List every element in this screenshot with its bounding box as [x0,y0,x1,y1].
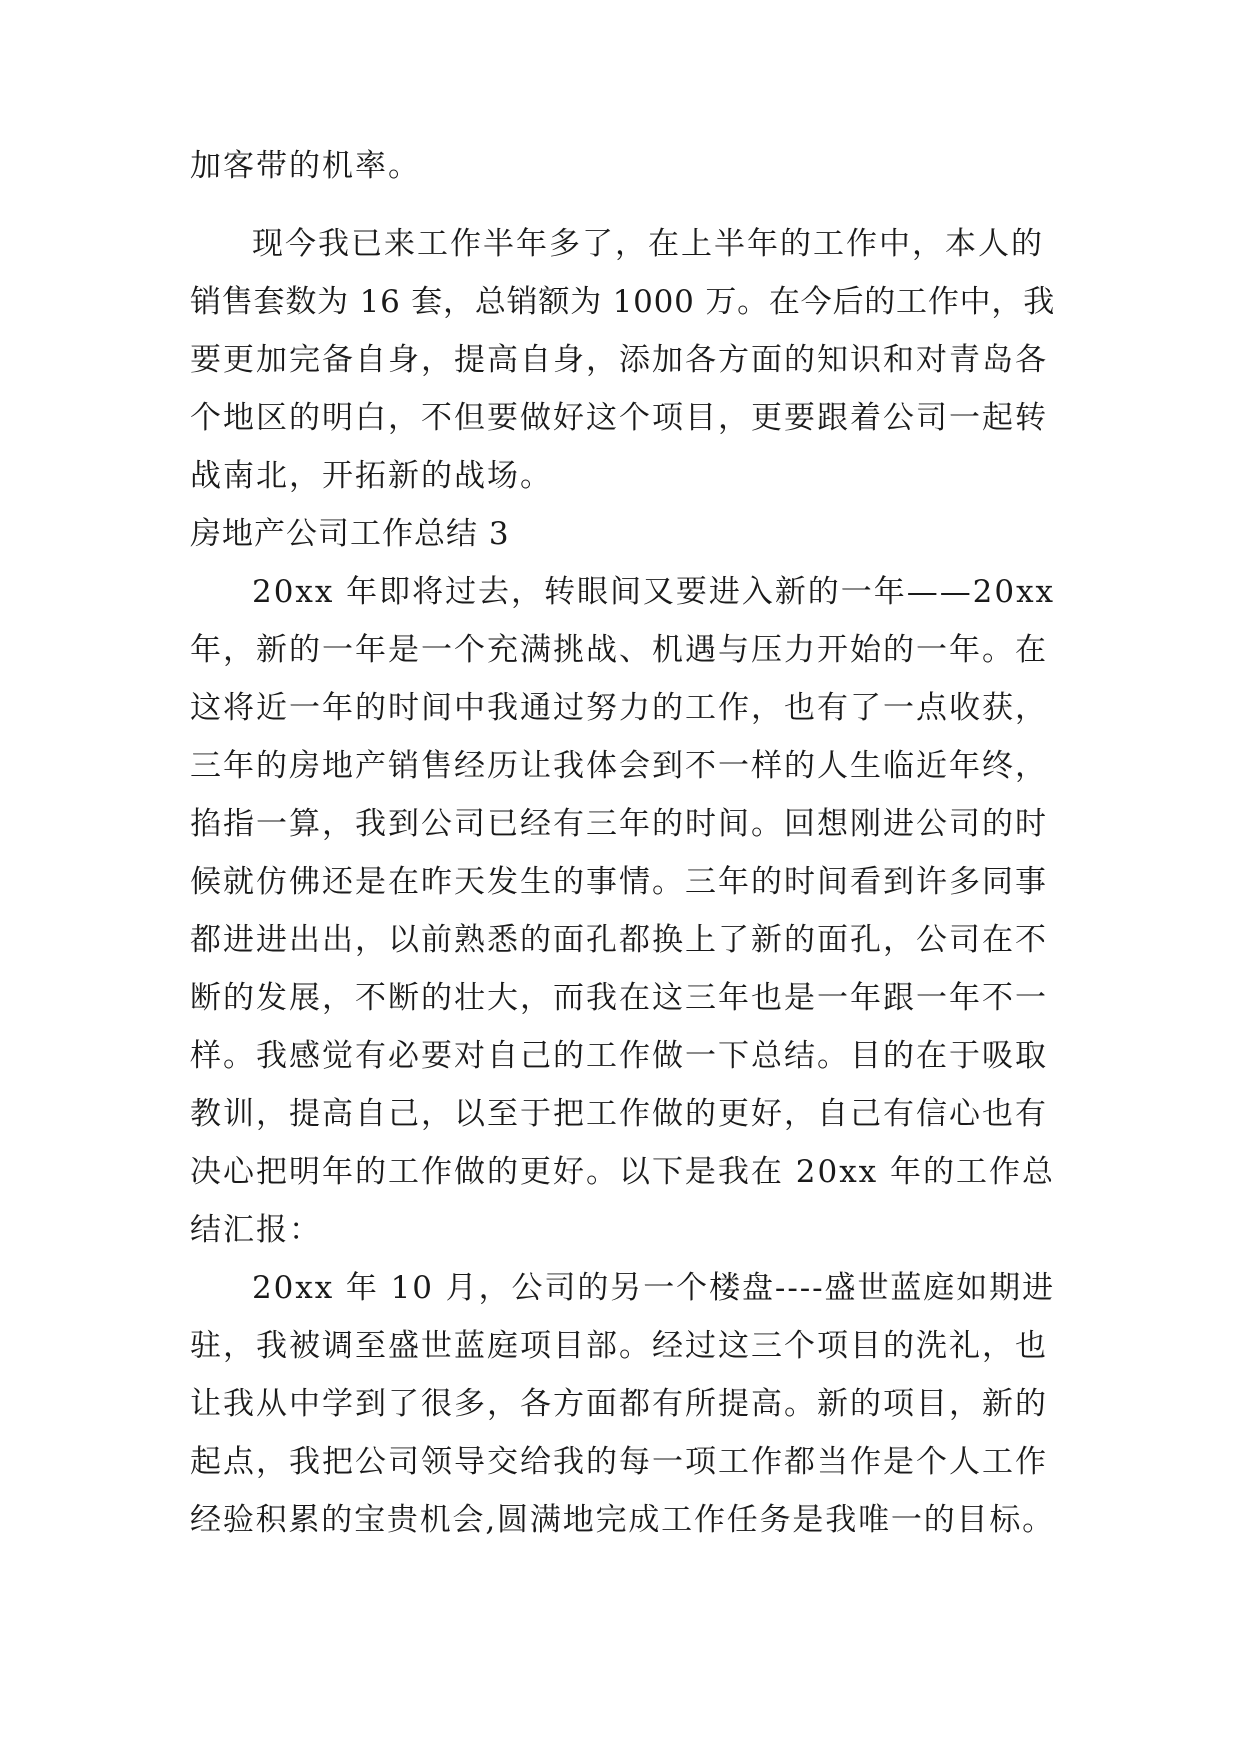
text-line: 年，新的一年是一个充满挑战、机遇与压力开始的一年。在 [190,632,1048,668]
text-line: 断的发展，不断的壮大，而我在这三年也是一年跟一年不一 [190,980,1048,1016]
text-line: 战南北，开拓新的战场。 [190,458,553,494]
text-line: 让我从中学到了很多，各方面都有所提高。新的项目，新的 [190,1386,1048,1422]
text-line: 三年的房地产销售经历让我体会到不一样的人生临近年终， [190,748,1048,784]
text-line: 经验积累的宝贵机会,圆满地完成工作任务是我唯一的目标。 [190,1502,1055,1538]
text-line: 20xx 年 10 月，公司的另一个楼盘----盛世蓝庭如期进 [252,1270,1055,1306]
text-line: 候就仿佛还是在昨天发生的事情。三年的时间看到许多同事 [190,864,1048,900]
text-line: 掐指一算，我到公司已经有三年的时间。回想刚进公司的时 [190,806,1048,842]
text-line: 结汇报： [190,1212,322,1248]
text-line: 都进进出出，以前熟悉的面孔都换上了新的面孔，公司在不 [190,922,1048,958]
text-line: 加客带的机率。 [190,148,421,184]
text-line: 要更加完备自身，提高自身，添加各方面的知识和对青岛各 [190,342,1048,378]
text-line: 教训，提高自己，以至于把工作做的更好，自己有信心也有 [190,1096,1048,1132]
text-line: 起点，我把公司领导交给我的每一项工作都当作是个人工作 [190,1444,1048,1480]
section-heading: 房地产公司工作总结 3 [190,516,510,552]
text-line: 现今我已来工作半年多了，在上半年的工作中，本人的 [252,226,1044,262]
text-line: 销售套数为 16 套，总销额为 1000 万。在今后的工作中，我 [190,284,1055,320]
text-line: 个地区的明白，不但要做好这个项目，更要跟着公司一起转 [190,400,1048,436]
text-line: 驻，我被调至盛世蓝庭项目部。经过这三个项目的洗礼，也 [190,1328,1048,1364]
text-line: 20xx 年即将过去，转眼间又要进入新的一年——20xx [252,574,1055,610]
text-line: 样。我感觉有必要对自己的工作做一下总结。目的在于吸取 [190,1038,1048,1074]
text-line: 决心把明年的工作做的更好。以下是我在 20xx 年的工作总 [190,1154,1055,1190]
text-line: 这将近一年的时间中我通过努力的工作，也有了一点收获， [190,690,1048,726]
